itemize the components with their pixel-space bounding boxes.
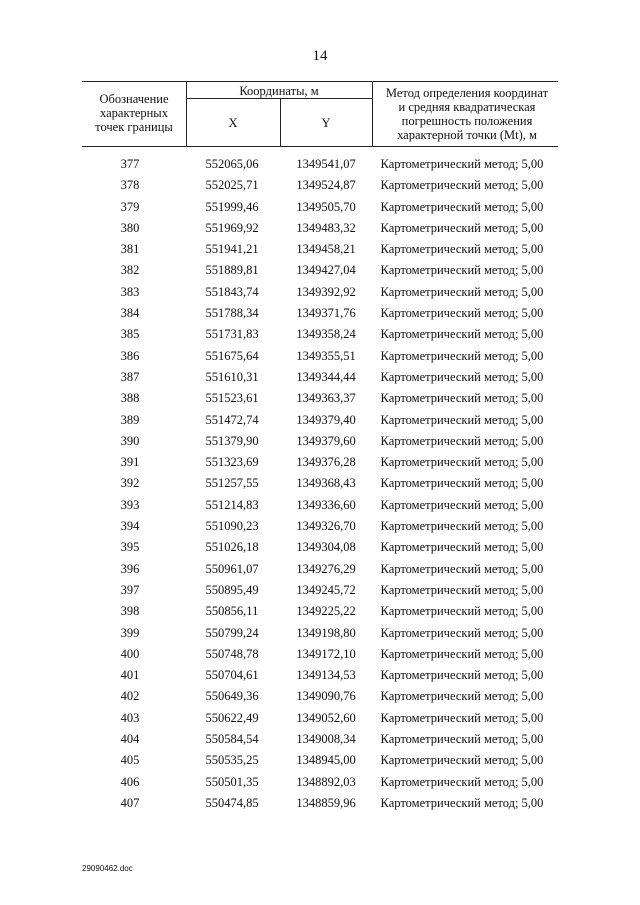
x-coordinate: 550535,25: [205, 753, 259, 768]
method-cell: Картометрический метод; 5,00: [380, 199, 544, 214]
point-number: 396: [120, 561, 140, 576]
table-row: [0, 580, 640, 601]
table-row: [0, 260, 640, 281]
y-coordinate: 1349245,72: [296, 582, 356, 597]
x-coordinate: 551472,74: [205, 412, 259, 427]
x-coordinate: 550856,11: [205, 604, 259, 619]
method-cell: Картометрический метод; 5,00: [380, 795, 544, 810]
table-row: [0, 473, 640, 494]
point-number: 394: [120, 519, 140, 534]
table-row: [0, 154, 640, 175]
y-coordinate: 1349134,53: [296, 668, 356, 683]
method-cell: Картометрический метод; 5,00: [380, 689, 544, 704]
y-coordinate: 1349392,92: [296, 284, 356, 299]
y-coordinate: 1349371,76: [296, 306, 356, 321]
method-cell: Картометрический метод; 5,00: [380, 710, 544, 725]
point-number: 403: [120, 710, 140, 725]
x-coordinate: 551214,83: [205, 497, 259, 512]
table-row: [0, 623, 640, 644]
y-coordinate: 1349052,60: [296, 710, 356, 725]
x-coordinate: 550649,36: [205, 689, 259, 704]
header-divider-3: [372, 81, 373, 147]
table-row: [0, 537, 640, 558]
method-cell: Картометрический метод; 5,00: [380, 263, 544, 278]
x-coordinate: 552065,06: [205, 157, 259, 171]
x-coordinate: 550961,07: [205, 561, 259, 576]
y-coordinate: 1349304,08: [296, 540, 356, 555]
point-number: 392: [120, 476, 140, 491]
method-cell: Картометрический метод; 5,00: [380, 327, 544, 342]
point-number: 383: [120, 284, 140, 299]
y-coordinate: 1349198,80: [296, 625, 356, 640]
x-coordinate: 550748,78: [205, 646, 259, 661]
method-cell: Картометрический метод; 5,00: [380, 178, 544, 193]
footer-filename: 29090462.doc: [82, 864, 133, 873]
method-cell: Картометрический метод; 5,00: [380, 242, 544, 257]
x-coordinate: 550704,61: [205, 668, 259, 683]
point-number: 401: [120, 668, 140, 683]
method-cell: Картометрический метод; 5,00: [380, 391, 544, 406]
table-row: [0, 324, 640, 345]
method-cell: Картометрический метод; 5,00: [380, 157, 544, 171]
table-row: [0, 410, 640, 431]
table-row: [0, 665, 640, 686]
method-cell: Картометрический метод; 5,00: [380, 369, 544, 384]
point-number: 380: [120, 220, 140, 235]
point-number: 386: [120, 348, 140, 363]
y-coordinate: 1349505,70: [296, 199, 356, 214]
method-cell: Картометрический метод; 5,00: [380, 540, 544, 555]
x-coordinate: 550584,54: [205, 732, 259, 747]
method-cell: Картометрический метод; 5,00: [380, 753, 544, 768]
y-coordinate: 1349090,76: [296, 689, 356, 704]
table-row: [0, 431, 640, 452]
method-cell: Картометрический метод; 5,00: [380, 284, 544, 299]
y-coordinate: 1349363,37: [296, 391, 356, 406]
table-row: [0, 708, 640, 729]
x-coordinate: 551889,81: [205, 263, 259, 278]
point-number: 381: [120, 242, 140, 257]
x-coordinate: 551026,18: [205, 540, 259, 555]
table-row: [0, 793, 640, 814]
table-row: [0, 346, 640, 367]
y-coordinate: 1349524,87: [296, 178, 356, 193]
point-number: 405: [120, 753, 140, 768]
point-number: 384: [120, 306, 140, 321]
method-cell: Картометрический метод; 5,00: [380, 433, 544, 448]
y-coordinate: 1349379,60: [296, 433, 356, 448]
point-number: 393: [120, 497, 140, 512]
y-coordinate: 1349008,34: [296, 732, 356, 747]
method-cell: Картометрический метод; 5,00: [380, 306, 544, 321]
x-coordinate: 551941,21: [205, 242, 259, 257]
table-row: [0, 175, 640, 196]
x-coordinate: 551999,46: [205, 199, 259, 214]
x-coordinate: 550501,35: [205, 774, 259, 789]
page-number: 14: [312, 48, 328, 64]
y-coordinate: 1348892,03: [296, 774, 356, 789]
point-number: 377: [120, 157, 140, 171]
x-coordinate: 552025,71: [205, 178, 259, 193]
y-coordinate: 1349379,40: [296, 412, 356, 427]
method-cell: Картометрический метод; 5,00: [380, 476, 544, 491]
table-row: [0, 452, 640, 473]
y-coordinate: 1349355,51: [296, 348, 356, 363]
table-row: [0, 239, 640, 260]
method-cell: Картометрический метод; 5,00: [380, 519, 544, 534]
y-coordinate: 1349344,44: [296, 369, 356, 384]
table-row: [0, 495, 640, 516]
coordinates-table-body: [0, 154, 640, 814]
table-row: [0, 516, 640, 537]
table-row: [0, 303, 640, 324]
table-row: [0, 772, 640, 793]
coords-rule: [186, 98, 372, 99]
y-coordinate: 1349326,70: [296, 519, 356, 534]
method-cell: Картометрический метод; 5,00: [380, 348, 544, 363]
table-row: [0, 686, 640, 707]
header-y: Y: [321, 116, 331, 130]
x-coordinate: 550895,49: [205, 582, 259, 597]
method-cell: Картометрический метод; 5,00: [380, 774, 544, 789]
method-cell: Картометрический метод; 5,00: [380, 668, 544, 683]
x-coordinate: 550474,85: [205, 795, 259, 810]
point-number: 407: [120, 795, 140, 810]
method-cell: Картометрический метод; 5,00: [380, 582, 544, 597]
point-number: 397: [120, 582, 140, 597]
y-coordinate: 1349483,32: [296, 220, 356, 235]
x-coordinate: 551523,61: [205, 391, 259, 406]
table-row: [0, 367, 640, 388]
x-coordinate: 551090,23: [205, 519, 259, 534]
table-row: [0, 750, 640, 771]
method-cell: Картометрический метод; 5,00: [380, 412, 544, 427]
y-coordinate: 1349336,60: [296, 497, 356, 512]
method-cell: Картометрический метод; 5,00: [380, 646, 544, 661]
x-coordinate: 551843,74: [205, 284, 259, 299]
y-coordinate: 1348859,96: [296, 795, 356, 810]
y-coordinate: 1349458,21: [296, 242, 356, 257]
point-number: 387: [120, 369, 140, 384]
table-row: [0, 729, 640, 750]
method-cell: Картометрический метод; 5,00: [380, 604, 544, 619]
y-coordinate: 1349427,04: [296, 263, 356, 278]
table-row: [0, 559, 640, 580]
table-row: [0, 388, 640, 409]
header-coordinates: Координаты, м: [239, 84, 319, 98]
header-method: Метод определения координат и средняя квадратическая погрешность положения характерной точки (Mt), м: [385, 86, 549, 142]
point-number: 391: [120, 455, 140, 470]
x-coordinate: 550799,24: [205, 625, 259, 640]
point-number: 385: [120, 327, 140, 342]
x-coordinate: 551323,69: [205, 455, 259, 470]
y-coordinate: 1349225,22: [296, 604, 356, 619]
y-coordinate: 1349276,29: [296, 561, 356, 576]
point-number: 404: [120, 732, 140, 747]
method-cell: Картометрический метод; 5,00: [380, 497, 544, 512]
method-cell: Картометрический метод; 5,00: [380, 561, 544, 576]
point-number: 399: [120, 625, 140, 640]
table-row: [0, 601, 640, 622]
y-coordinate: 1349368,43: [296, 476, 356, 491]
table-row: [0, 218, 640, 239]
x-coordinate: 551788,34: [205, 306, 259, 321]
header-bottom-rule: [82, 146, 558, 147]
x-coordinate: 551379,90: [205, 433, 259, 448]
x-coordinate: 551675,64: [205, 348, 259, 363]
table-row: [0, 197, 640, 218]
method-cell: Картометрический метод; 5,00: [380, 220, 544, 235]
point-number: 379: [120, 199, 140, 214]
y-coordinate: 1349172,10: [296, 646, 356, 661]
point-number: 400: [120, 646, 140, 661]
point-number: 395: [120, 540, 140, 555]
point-number: 406: [120, 774, 140, 789]
point-number: 398: [120, 604, 140, 619]
x-coordinate: 551731,83: [205, 327, 259, 342]
y-coordinate: 1349541,07: [296, 157, 356, 171]
point-number: 402: [120, 689, 140, 704]
y-coordinate: 1348945,00: [296, 753, 356, 768]
table-row: [0, 282, 640, 303]
method-cell: Картометрический метод; 5,00: [380, 732, 544, 747]
header-top-rule: [82, 81, 558, 82]
method-cell: Картометрический метод; 5,00: [380, 455, 544, 470]
table-row: [0, 644, 640, 665]
x-coordinate: 551257,55: [205, 476, 259, 491]
header-x: X: [228, 116, 238, 130]
x-coordinate: 550622,49: [205, 710, 259, 725]
point-number: 382: [120, 263, 140, 278]
header-designation: Обозначение характерных точек границы: [95, 92, 173, 134]
y-coordinate: 1349376,28: [296, 455, 356, 470]
point-number: 390: [120, 433, 140, 448]
method-cell: Картометрический метод; 5,00: [380, 625, 544, 640]
point-number: 389: [120, 412, 140, 427]
x-coordinate: 551610,31: [205, 369, 259, 384]
point-number: 378: [120, 178, 140, 193]
point-number: 388: [120, 391, 140, 406]
y-coordinate: 1349358,24: [296, 327, 356, 342]
x-coordinate: 551969,92: [205, 220, 259, 235]
